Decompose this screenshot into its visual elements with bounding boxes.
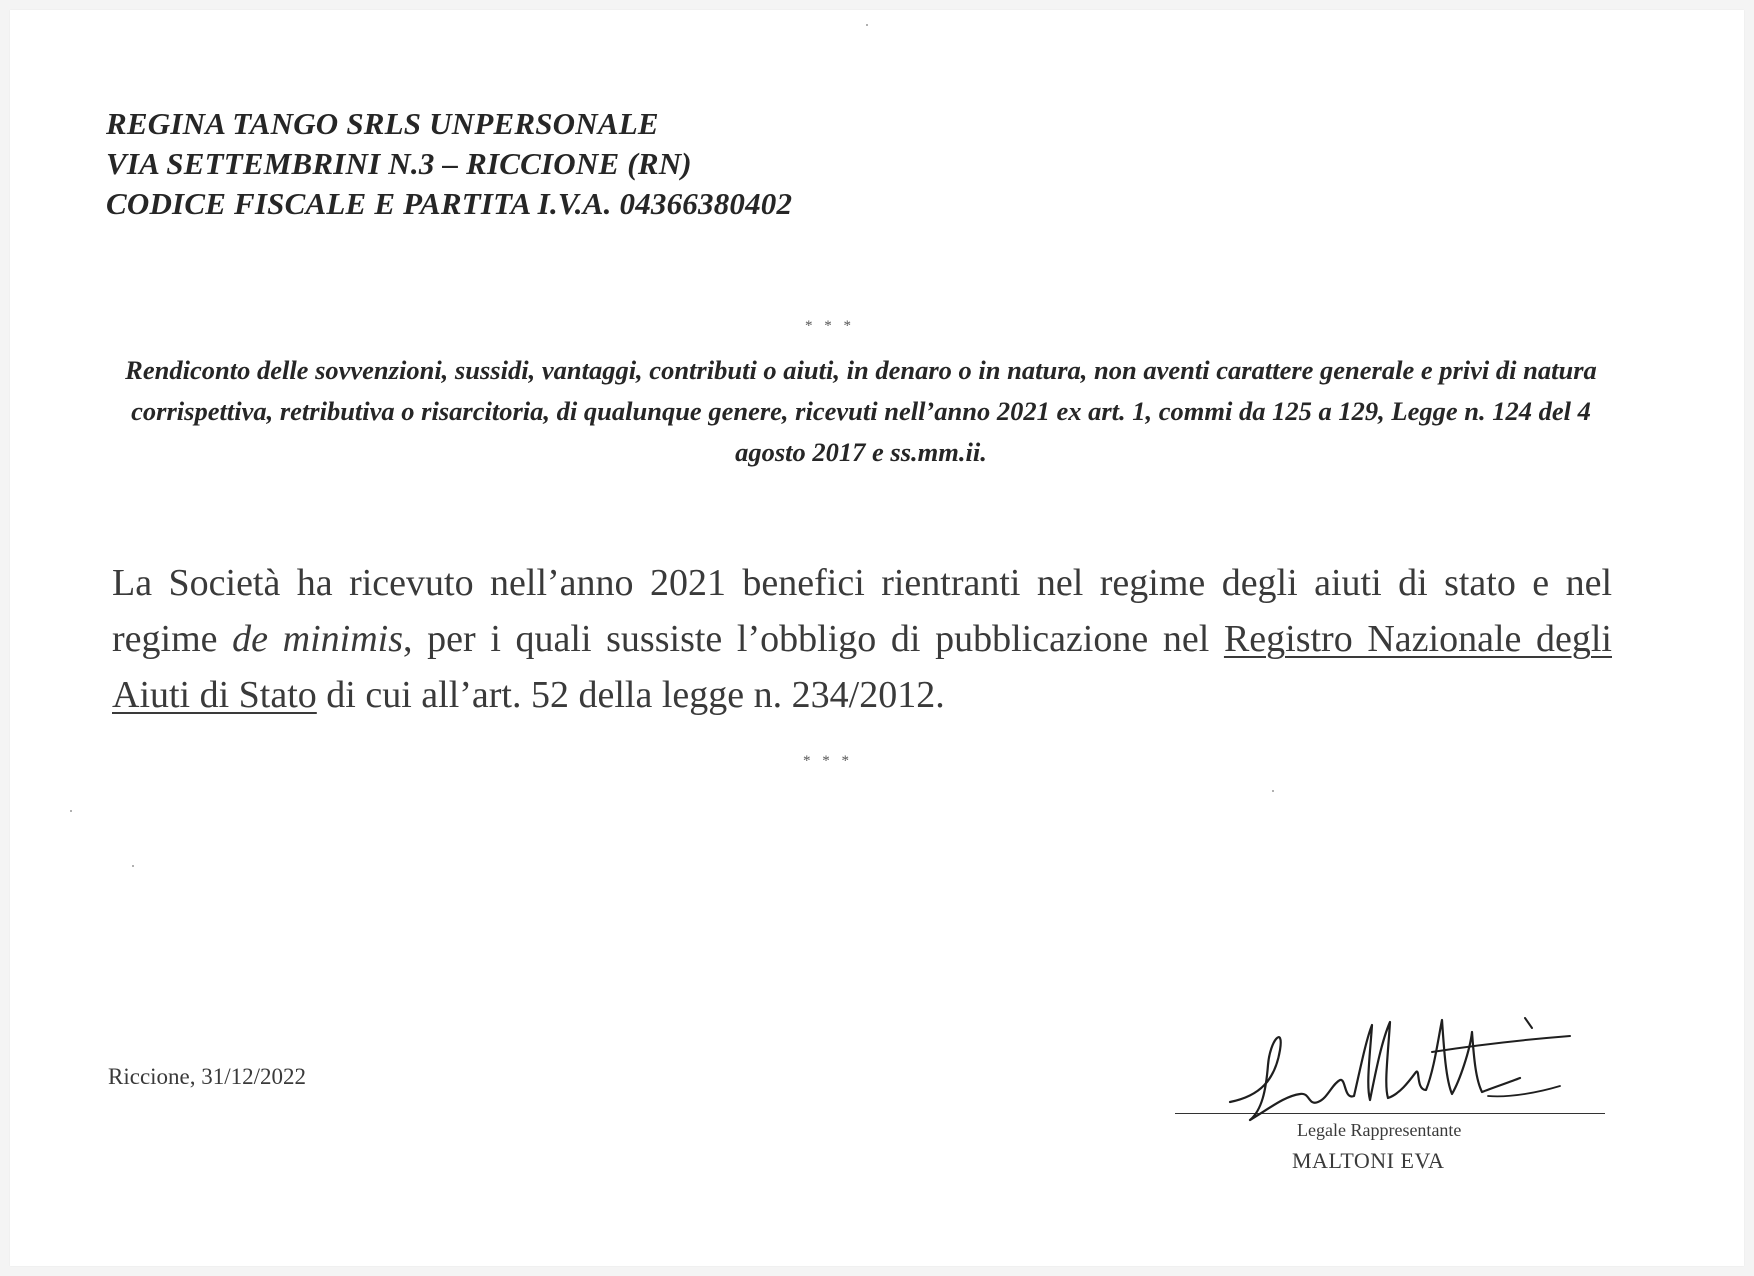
company-name: REGINA TANGO SRLS UNPERSONALE: [106, 106, 659, 141]
scan-speck: [1272, 790, 1274, 792]
declaration-paragraph: [112, 555, 1612, 723]
signatory-role: Legale Rappresentante: [1297, 1120, 1462, 1140]
company-address: VIA SETTEMBRINI N.3 – RICCIONE (RN): [106, 146, 692, 181]
company-tax-id: CODICE FISCALE E PARTITA I.V.A. 04366380402: [106, 186, 793, 221]
separator-top: * * *: [805, 318, 855, 334]
document-page: [10, 10, 1744, 1266]
company-header: [106, 104, 792, 224]
registry-reference: Registro Nazionale degli Aiuti di Stato: [112, 618, 1612, 716]
signatory-name: MALTONI EVA: [1292, 1148, 1445, 1173]
scan-speck: [132, 865, 134, 867]
scan-speck: [866, 24, 868, 26]
place-and-date: Riccione, 31/12/2022: [108, 1064, 307, 1089]
scan-speck: [70, 810, 72, 812]
paragraph-text-2: , per i quali sussiste l’obbligo di pubblicazione nel: [403, 618, 1224, 660]
document-subject: Rendiconto delle sovvenzioni, sussidi, vantaggi, contributi o aiuti, in denaro o in natura, non aventi carattere generale e privi di natura corrispettiva, retributiva o risarcitoria, di qualunque genere, ricevuti nell’anno 2021 ex art. 1, commi da 125 a 129, Legge n. 124 del 4 agosto 2017 e ss.mm.ii.: [125, 355, 1597, 467]
paragraph-text-3: di cui all’art. 52 della legge n. 234/2012.: [316, 674, 945, 716]
paragraph-italic-term: de minimis: [232, 618, 404, 660]
separator-bottom: * * *: [803, 753, 853, 769]
paragraph-text-1: La Società ha ricevuto nell’anno 2021 benefici rientranti nel regime degli aiuti di stato e nel regime: [112, 562, 1612, 660]
